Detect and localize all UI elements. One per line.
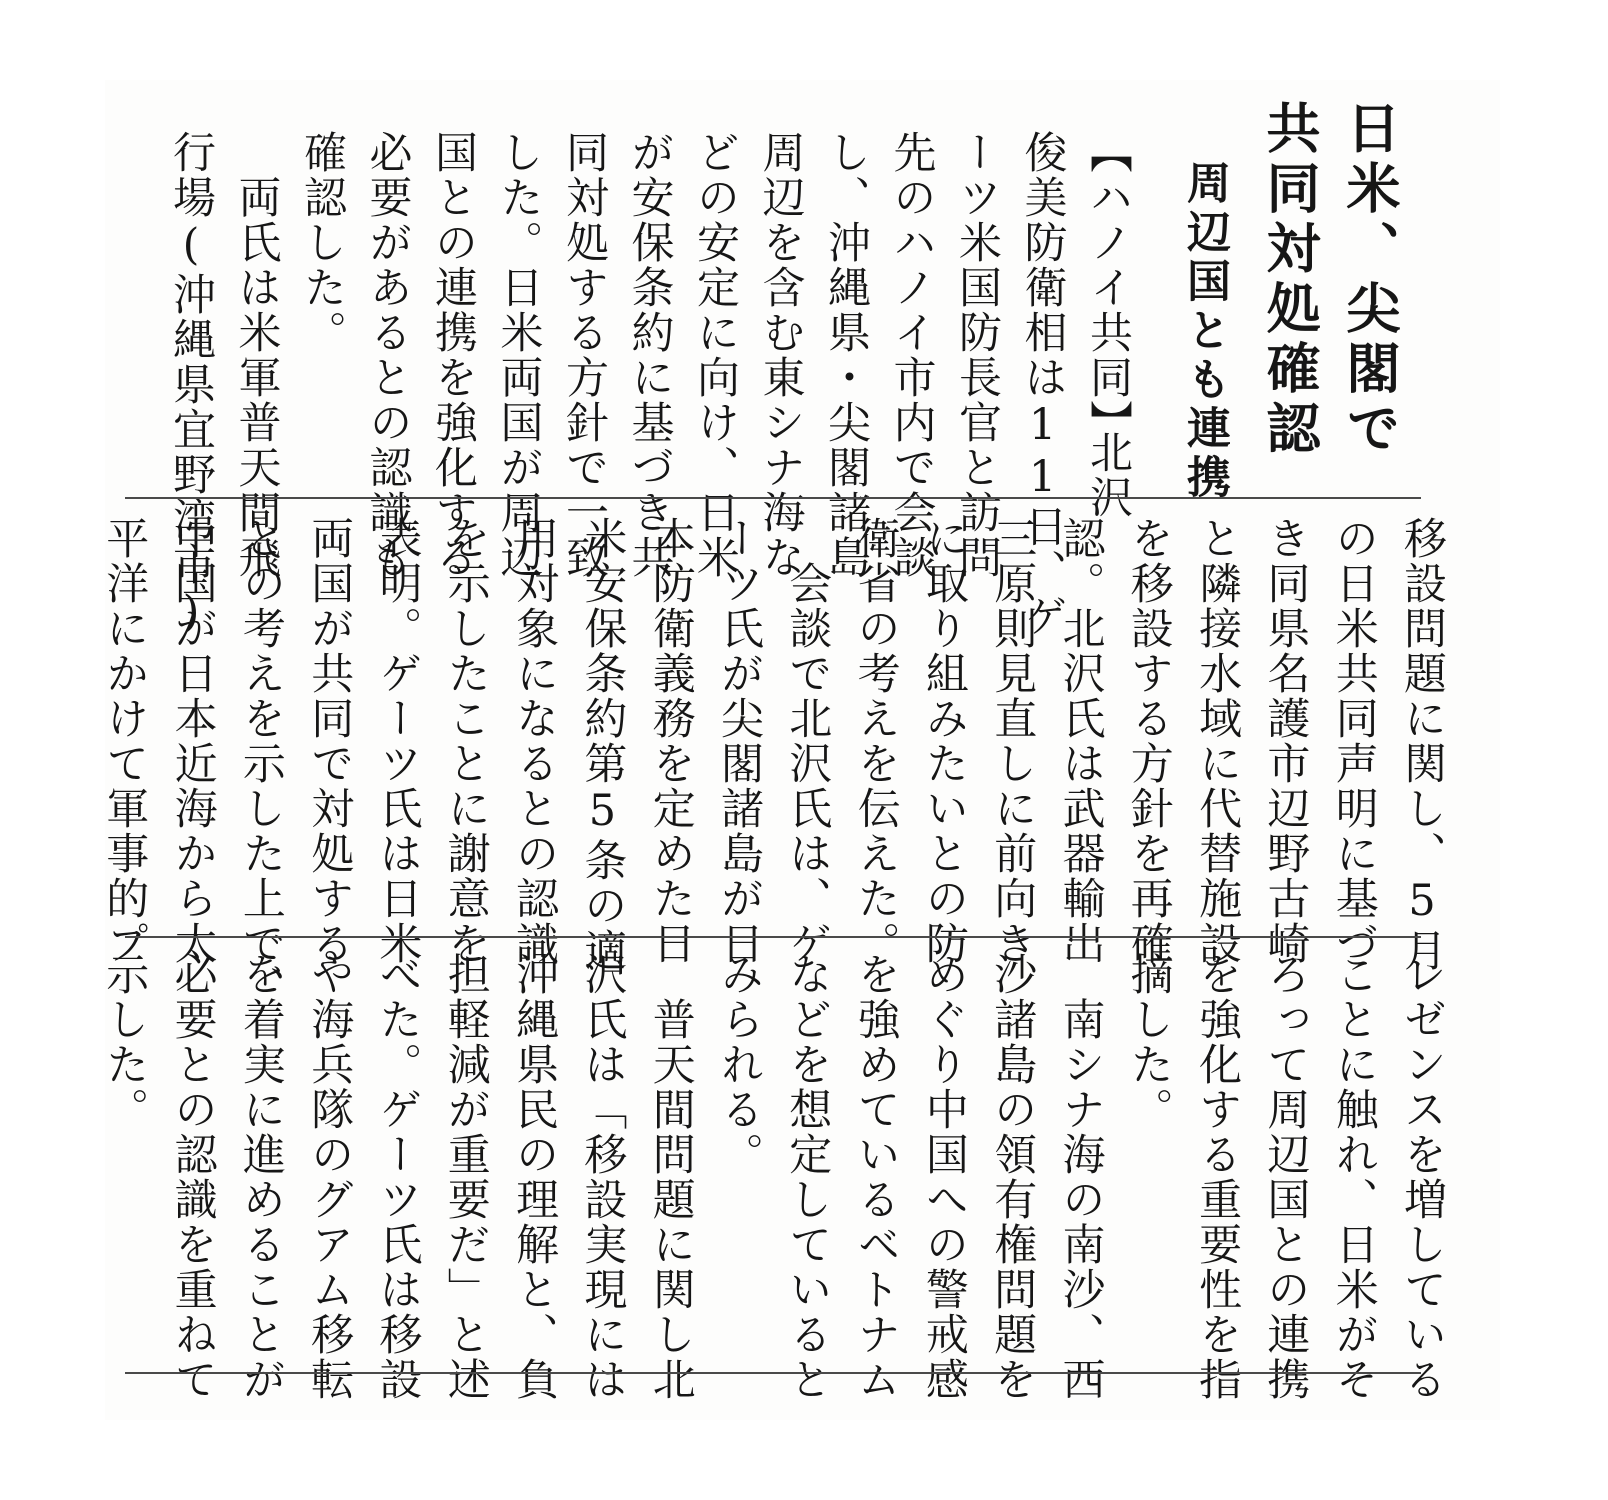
text-column: 用対象になるとの認識 — [509, 516, 560, 966]
text-column: 会談で北沢氏は、ゲ — [782, 516, 833, 966]
text-column: ことに触れ、日米がそ — [1328, 952, 1379, 1402]
headline-line1: 日米、尖閣で — [1338, 100, 1401, 460]
text-column: 沖縄県民の理解と、負 — [509, 952, 560, 1402]
text-column: 普天間問題に関し北 — [645, 952, 696, 1402]
text-column: や海兵隊のグアム移転 — [304, 952, 355, 1402]
column-divider-3 — [125, 1372, 1421, 1374]
text-column: 本防衛義務を定めた日 — [645, 516, 696, 966]
text-column: を強めているベトナム — [850, 952, 901, 1402]
text-column: との考えを示した上で、 — [235, 516, 286, 1011]
text-column: めぐり中国への警戒感 — [918, 952, 969, 1402]
subheadline: 周辺国とも連携 — [1179, 160, 1230, 503]
text-column: べた。ゲーツ氏は移設 — [372, 952, 423, 1402]
text-column: 衛省の考えを伝えた。 — [850, 516, 901, 966]
text-column: 南シナ海の南沙、西 — [1055, 952, 1106, 1402]
text-column: などを想定していると — [782, 952, 833, 1402]
text-column: 両国が共同で対処する — [304, 516, 355, 966]
text-column: 平洋にかけて軍事的プ — [99, 516, 150, 966]
text-column: した。日米両国が周辺 — [493, 130, 544, 580]
text-column: レゼンスを増している — [1397, 952, 1447, 1402]
text-column: を示したことに謝意を — [440, 516, 491, 966]
text-column: 必要があるとの認識も — [362, 130, 413, 580]
text-column: 担軽減が重要だ」と述 — [440, 952, 491, 1402]
text-column: みられる。 — [714, 952, 764, 1177]
text-column: に取り組みたいとの防 — [918, 516, 969, 966]
text-column: 周辺を含む東シナ海な — [755, 130, 806, 580]
text-column: ーツ氏が尖閣諸島が日 — [714, 516, 764, 966]
text-column: を移設する方針を再確 — [1123, 516, 1174, 966]
text-column: ろって周辺国との連携 — [1260, 952, 1311, 1402]
column-divider-2 — [125, 936, 1421, 938]
text-column: し、沖縄県・尖閣諸島 — [821, 130, 871, 580]
headline-line2: 共同対処確認 — [1258, 100, 1321, 460]
column-divider-1 — [125, 497, 1421, 499]
text-column: と隣接水域に代替施設 — [1192, 516, 1243, 966]
dateline: 【ハノイ共同】 — [1083, 130, 1133, 445]
text-column: 北沢 — [1083, 430, 1133, 520]
text-column: 国との連携を強化する — [428, 130, 478, 580]
text-column: の日米共同声明に基づ — [1328, 516, 1379, 966]
text-column: ーツ米国防長官と訪問 — [952, 130, 1002, 580]
text-column: 両氏は米軍普天間飛 — [231, 130, 282, 580]
text-column: 摘した。 — [1123, 952, 1174, 1132]
text-column: 中国が日本近海から太 — [167, 516, 218, 966]
text-column: 沙諸島の領有権問題を — [987, 952, 1038, 1402]
text-column: 先のハノイ市内で会談 — [886, 130, 937, 580]
text-column: 移設問題に関し、5月 — [1397, 516, 1447, 973]
text-column: 行場(沖縄県宜野湾市) — [166, 130, 216, 639]
text-column: 沢氏は「移設実現には — [577, 952, 628, 1402]
text-column: を着実に進めることが — [235, 952, 286, 1402]
text-column: を強化する重要性を指 — [1192, 952, 1243, 1402]
text-column: 認。北沢氏は武器輸出 — [1055, 516, 1106, 966]
text-column: 米安保条約第5条の適 — [577, 516, 628, 973]
text-column: 三原則見直しに前向き — [987, 516, 1038, 966]
text-column: が安保条約に基づき共 — [624, 130, 675, 580]
text-column: どの安定に向け、日米 — [690, 130, 740, 580]
text-column: 必要との認識を重ねて — [167, 952, 218, 1402]
text-column: き同県名護市辺野古崎 — [1260, 516, 1311, 966]
text-column: 同対処する方針で一致 — [559, 130, 609, 580]
text-column: 確認した。 — [297, 130, 347, 355]
text-column: 表明。ゲーツ氏は日米 — [372, 516, 423, 966]
text-column: 俊美防衛相は11日、ゲ — [1017, 130, 1068, 639]
text-column: 示した。 — [99, 952, 150, 1132]
